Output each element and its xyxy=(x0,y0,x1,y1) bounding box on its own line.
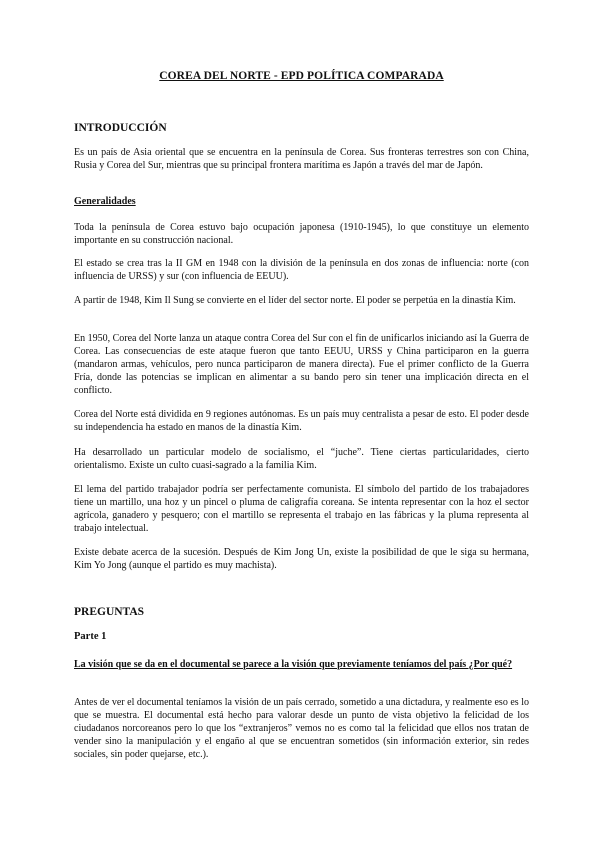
questions-heading: PREGUNTAS xyxy=(74,606,145,618)
paragraph-kim-il-sung: A partir de 1948, Kim Il Sung se convierte en el líder del sector norte. El poder se perpetúa en la dinastía Kim. xyxy=(74,295,516,306)
question-1: La visión que se da en el documental se parece a la visión que previamente teníamos del país ¿Por qué? xyxy=(74,659,513,670)
document-title: COREA DEL NORTE - EPD POLÍTICA COMPARADA xyxy=(159,70,444,82)
paragraph-state-creation: El estado se crea tras la II GM en 1948 con la división de la península en dos zonas de influencia: norte (con influencia de URSS) y sur (con influencia de EEUU). xyxy=(74,258,529,282)
paragraph-korean-war: En 1950, Corea del Norte lanza un ataque contra Corea del Sur con el fin de unificarlos iniciando así la Guerra de Corea. Las consecuencias de este ataque fueron que tanto EEUU, URSS y China participaron en la guerra (mandaron armas, vehículos, pero nunca participaron de manera directa). Fue el primer conflicto de la Guerra Fría, donde las potencias se implican en alimentar a su bando pero sin tener una implicación directa en el conflicto. xyxy=(74,333,529,396)
paragraph-occupation: Toda la península de Corea estuvo bajo ocupación japonesa (1910-1945), lo que constituye un elemento importante en su construcción nacional. xyxy=(74,222,529,246)
intro-paragraph: Es un país de Asia oriental que se encuentra en la península de Corea. Sus fronteras terrestres son con China, Rusia y Corea del Sur, mientras que su principal frontera marítima es Japón a través del mar de Japón. xyxy=(74,147,529,171)
paragraph-succession: Existe debate acerca de la sucesión. Después de Kim Jong Un, existe la posibilidad de que le siga su hermana, Kim Yo Jong (aunque el partido es muy machista). xyxy=(74,547,529,571)
generalidades-heading: Generalidades xyxy=(74,196,136,207)
answer-1: Antes de ver el documental teníamos la visión de un país cerrado, sometido a una dictadura, y realmente eso es lo que se muestra. El documental está hecho para valorar desde un punto de vista objetivo la felicidad de los ciudadanos norcoreanos pero lo que los “extranjeros” vemos no es como tal la felicidad que ellos nos tratan de vender sino la manipulación y el engaño al que se encuentran sometidos (sin información exterior, sin redes sociales, sin poder quejarse, etc.). xyxy=(74,697,529,760)
part-heading: Parte 1 xyxy=(74,631,107,642)
paragraph-juche: Ha desarrollado un particular modelo de socialismo, el “juche”. Tiene ciertas particularidades, cierto orientalismo. Existe un culto cuasi-sagrado a la familia Kim. xyxy=(74,447,529,471)
intro-heading: INTRODUCCIÓN xyxy=(74,122,167,134)
paragraph-party-symbol: El lema del partido trabajador podría ser perfectamente comunista. El símbolo del partido de los trabajadores tiene un martillo, una hoz y un pincel o pluma de caligrafía coreana. Se intenta representar con la hoz el sector agrícola, ganadero y pesquero; con el martillo se representa el trabajo en las fábricas y la pluma representa al trabajo intelectual. xyxy=(74,484,529,534)
document-page xyxy=(74,0,529,848)
paragraph-regions: Corea del Norte está dividida en 9 regiones autónomas. Es un país muy centralista a pesar de esto. El poder desde su independencia ha estado en manos de la dinastía Kim. xyxy=(74,409,529,433)
